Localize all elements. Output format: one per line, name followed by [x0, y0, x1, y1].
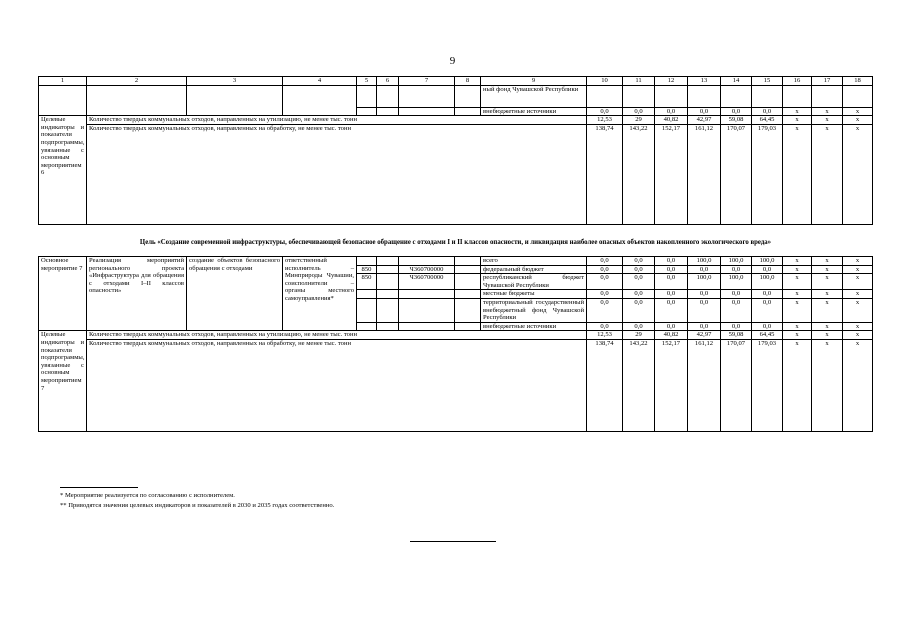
footnote-separator — [60, 487, 138, 488]
funding-source: федеральный бюджет — [481, 265, 587, 274]
goal-heading: Цель «Создание современной инфраструктуры, обеспечивающей безопасное обращение с отходами I и II классов опасности, и ликвидация наиболее опасных объектов накопленного экологического вреда» — [139, 239, 772, 246]
target-indicators-label: Целевые индикаторы и показатели подпрограммы, увязанные с основным мероприятием 7 — [39, 331, 87, 432]
table-row: Основное мероприятие 7 Реализация мероприятий регионального проекта «Инфраструктура для обращения с отходами I–II классов опасности» создание объектов безопасного обращения с отходами ответственный исполнитель – Минприроды Чувашии, соисполнители – органы местного самоуправления* всего 0,0 0,0 0,0 100,0 100,0 100,0 х х х — [39, 257, 873, 266]
funding-source: всего — [481, 257, 587, 266]
indicator-text: Количество твердых коммунальных отходов, направленных на обработку, не менее тыс. тонн — [87, 124, 587, 224]
footnote: * Мероприятие реализуется по согласованию с исполнителем. — [60, 492, 235, 499]
page-number: 9 — [449, 55, 456, 67]
indicator-text: Количество твердых коммунальных отходов, направленных на утилизацию, не менее тыс. тонн — [87, 331, 587, 340]
activity-name: Реализация мероприятий регионального проекта «Инфраструктура для обращения с отходами I–II классов опасности» — [87, 257, 187, 331]
table-row: внебюджетные источники 0,0 0,0 0,0 0,0 0,0 0,0 х х х — [39, 107, 873, 116]
target-indicators-label: Целевые индикаторы и показатели подпрограммы, увязанные с основным мероприятием 6 — [39, 116, 87, 225]
footnote: ** Приводятся значения целевых индикаторов и показателей в 2030 и 2035 годах соответственно. — [60, 502, 335, 509]
program-table-part1 — [38, 76, 873, 225]
indicator-text: Количество твердых коммунальных отходов, направленных на обработку, не менее тыс. тонн — [87, 339, 587, 431]
indicator-row: Количество твердых коммунальных отходов, направленных на обработку, не менее тыс. тонн 138,74 143,22 152,17 161,12 170,07 179,03 х х х — [39, 124, 873, 224]
funding-source: внебюджетные источники — [481, 322, 587, 331]
table-row — [39, 85, 873, 107]
indicator-row: Целевые индикаторы и показатели подпрограммы, увязанные с основным мероприятием 7 Количество твердых коммунальных отходов, направленных на утилизацию, не менее тыс. тонн 12,53 29 40,82 42,97 59,08 64,45 х х х — [39, 331, 873, 340]
table-row: внебюджетные источники 0,0 0,0 0,0 0,0 0,0 0,0 х х х — [39, 322, 873, 331]
funding-source: территориальный государственный внебюджетный фонд Чувашской Республики — [481, 298, 587, 322]
funding-source: местные бюджеты — [481, 290, 587, 299]
end-separator — [410, 541, 496, 542]
funding-source: ный фонд Чувашской Республики — [481, 85, 587, 107]
indicator-row: Целевые индикаторы и показатели подпрограммы, увязанные с основным мероприятием 6 Количество твердых коммунальных отходов, направленных на утилизацию, не менее тыс. тонн 12,53 29 40,82 42,97 59,08 64,45 х х х — [39, 116, 873, 125]
header-row: 1 2 3 4 5 6 7 8 9 10 11 12 13 14 15 16 17 18 — [39, 77, 873, 86]
table-row: 850 Ч360700000 федеральный бюджет 0,0 0,0 0,0 0,0 0,0 0,0 х х х — [39, 265, 873, 274]
main-activity-label: Основное мероприятие 7 — [39, 257, 87, 331]
table-row: территориальный государственный внебюджетный фонд Чувашской Республики 0,0 0,0 0,0 0,0 0,0 0,0 х х х — [39, 298, 873, 322]
funding-source: внебюджетные источники — [481, 107, 587, 116]
indicator-row: Количество твердых коммунальных отходов, направленных на обработку, не менее тыс. тонн 138,74 143,22 152,17 161,12 170,07 179,03 х х х — [39, 339, 873, 431]
table-row: местные бюджеты 0,0 0,0 0,0 0,0 0,0 0,0 х х х — [39, 290, 873, 299]
responsible-executor: ответственный исполнитель – Минприроды Чувашии, соисполнители – органы местного самоуправления* — [283, 257, 357, 331]
funding-source: республиканский бюджет Чувашской Республики — [481, 274, 587, 290]
activity-goal: создание объектов безопасного обращения с отходами — [187, 257, 283, 331]
indicator-text: Количество твердых коммунальных отходов, направленных на утилизацию, не менее тыс. тонн — [87, 116, 587, 125]
table-row: 850 Ч360700000 республиканский бюджет Чувашской Республики 0,0 0,0 0,0 100,0 100,0 100,0 х х х — [39, 274, 873, 290]
program-table-part2 — [38, 256, 873, 432]
